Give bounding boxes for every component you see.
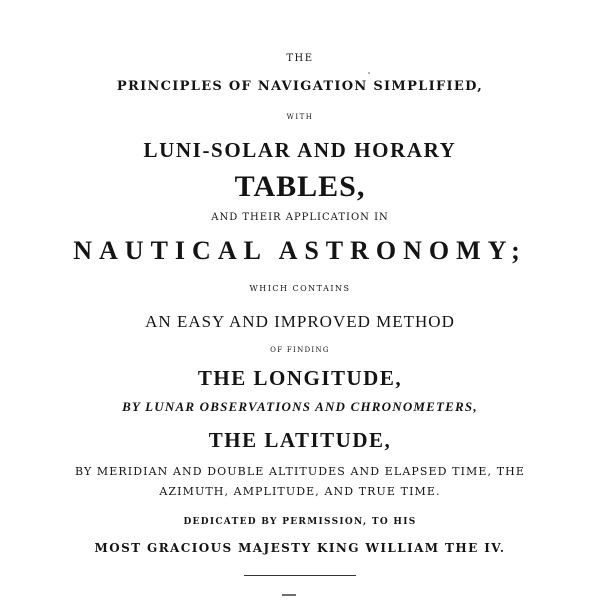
title-application: AND THEIR APPLICATION IN [211,212,389,223]
title-meridian: BY MERIDIAN AND DOUBLE ALTITUDES AND ELAPSED TIME, THE [74,465,525,478]
title-with: WITH [286,113,314,121]
title-longitude: THE LONGITUDE, [197,366,403,390]
title-principles: PRINCIPLES OF NAVIGATION SIMPLIFIED, [116,79,484,94]
title-of-finding: OF FINDING [270,346,330,354]
title-dedicated: DEDICATED BY PERMISSION, TO HIS [183,517,417,527]
title-majesty: MOST GRACIOUS MAJESTY KING WILLIAM THE IV. [94,541,506,555]
title-nautical-astronomy: NAUTICAL ASTRONOMY; [73,236,527,265]
title-azimuth: AZIMUTH, AMPLITUDE, AND TRUE TIME. [159,485,441,498]
title-tables: TABLES, [234,170,366,203]
title-latitude: THE LATITUDE, [208,428,392,452]
title-luni-solar: LUNI-SOLAR AND HORARY [143,138,457,162]
stray-ink-mark [282,594,296,596]
paper-speck [368,72,370,74]
title-which-contains: WHICH CONTAINS [249,284,351,293]
horizontal-rule [244,575,356,576]
title-the: THE [286,53,314,64]
title-lunar-observations: BY LUNAR OBSERVATIONS AND CHRONOMETERS, [122,399,478,414]
title-easy-method: AN EASY AND IMPROVED METHOD [145,312,455,331]
